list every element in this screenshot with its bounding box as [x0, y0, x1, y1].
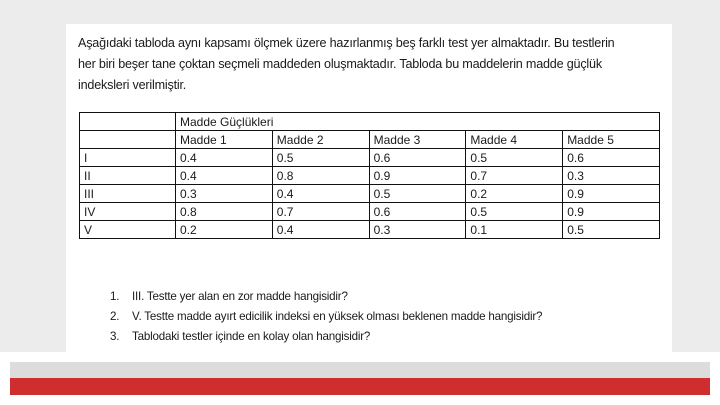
- row-label: III: [80, 185, 176, 203]
- intro-line: indeksleri verilmiştir.: [78, 78, 187, 92]
- question-text: Tablodaki testler içinde en kolay olan hangisidir?: [132, 330, 371, 343]
- question-item: [110, 307, 670, 327]
- column-header: Madde 3: [369, 131, 466, 149]
- table-cell: 0.4: [176, 149, 273, 167]
- column-header: Madde 1: [176, 131, 273, 149]
- table-cell: 0.6: [563, 149, 660, 167]
- table-corner-cell: [80, 113, 176, 131]
- table-cell: 0.8: [176, 203, 273, 221]
- table-cell: 0.9: [369, 167, 466, 185]
- table-cell: 0.5: [369, 185, 466, 203]
- table-cell: 0.5: [563, 221, 660, 239]
- table-cell: 0.2: [176, 221, 273, 239]
- intro-paragraph: [78, 33, 668, 96]
- intro-line: her biri beşer tane çoktan seçmeli maddeden oluşmaktadır. Tabloda bu maddelerin madde güçlük: [78, 57, 602, 71]
- table-cell: 0.1: [466, 221, 563, 239]
- table-cell: 0.9: [563, 203, 660, 221]
- table-cell: 0.2: [466, 185, 563, 203]
- table-cell: 0.7: [272, 203, 369, 221]
- difficulty-table: [79, 112, 660, 239]
- table-cell: 0.5: [466, 203, 563, 221]
- row-label: V: [80, 221, 176, 239]
- question-number: 3.: [110, 330, 120, 343]
- intro-line: Aşağıdaki tabloda aynı kapsamı ölçmek üzere hazırlanmış beş farklı test yer almaktadır. Bu testlerin: [78, 36, 615, 50]
- table-cell: 0.8: [272, 167, 369, 185]
- table-row: [80, 203, 660, 221]
- table-cell: 0.9: [563, 185, 660, 203]
- table-corner-cell: [80, 131, 176, 149]
- table-cell: 0.5: [272, 149, 369, 167]
- table-cell: 0.3: [369, 221, 466, 239]
- table-cell: 0.5: [466, 149, 563, 167]
- table-cell: 0.4: [272, 221, 369, 239]
- column-header: Madde 4: [466, 131, 563, 149]
- table-header-row: [80, 131, 660, 149]
- table-cell: 0.3: [176, 185, 273, 203]
- table-cell: 0.6: [369, 203, 466, 221]
- question-list: [110, 287, 670, 347]
- table-cell: 0.3: [563, 167, 660, 185]
- top-band: [0, 0, 720, 24]
- question-item: [110, 287, 670, 307]
- table-cell: 0.4: [272, 185, 369, 203]
- table-row: [80, 149, 660, 167]
- row-label: II: [80, 167, 176, 185]
- question-text: V. Testte madde ayırt edicilik indeksi en yüksek olması beklenen madde hangisidir?: [132, 310, 543, 323]
- question-number: 2.: [110, 310, 120, 323]
- question-text: III. Testte yer alan en zor madde hangisidir?: [132, 290, 348, 303]
- table-cell: 0.6: [369, 149, 466, 167]
- table-cell: 0.7: [466, 167, 563, 185]
- table-cell: 0.4: [176, 167, 273, 185]
- footer-grey-band: [10, 362, 710, 378]
- question-item: [110, 327, 670, 347]
- table-row: [80, 185, 660, 203]
- column-header: Madde 2: [272, 131, 369, 149]
- footer-red-band: [10, 378, 710, 395]
- column-header: Madde 5: [563, 131, 660, 149]
- table-group-header-row: [80, 113, 660, 131]
- table-group-header: Madde Güçlükleri: [176, 113, 660, 131]
- question-number: 1.: [110, 290, 120, 303]
- row-label: IV: [80, 203, 176, 221]
- table-row: [80, 167, 660, 185]
- row-label: I: [80, 149, 176, 167]
- table-row: [80, 221, 660, 239]
